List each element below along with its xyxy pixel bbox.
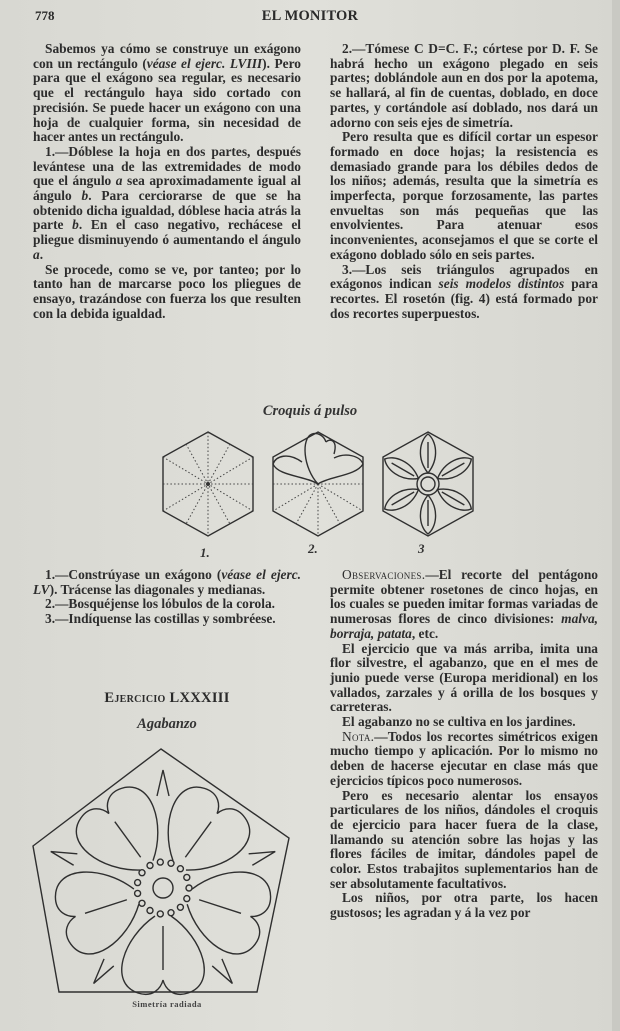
paragraph: El agabanzo no se cultiva en los jardines. <box>342 714 576 730</box>
petal-vein <box>85 900 127 914</box>
flower-center-inner <box>421 477 435 491</box>
pentagon-outline <box>33 749 289 992</box>
corolla-lobes <box>273 433 363 484</box>
sepal <box>249 846 277 865</box>
page-number: 778 <box>35 8 55 23</box>
stamen-dot <box>147 863 153 869</box>
paragraph-observations: Observaciones.—El recorte del pentágono permite obtener rosetones de cinco hojas, en los cuales se pueden imitar formas variadas de numerosas flores de cinco divisiones: malva, borraja, patata, etc. <box>330 567 598 641</box>
stamen-dot <box>168 860 174 866</box>
paragraph: Los niños, por otra parte, los hacen gustosos; les agradan y á la vez por <box>330 890 598 921</box>
stamen-dot <box>157 859 163 865</box>
stamen-dot <box>135 890 141 896</box>
paragraph: Se procede, como se ve, por tanteo; por lo tanto han de marcarse poco los pliegues de ensayo, trazándose con fuerza los que resulten con la debida igualdad. <box>33 261 301 321</box>
figure-label-1: 1. <box>200 545 210 560</box>
figure-caption: Croquis á pulso <box>262 403 358 419</box>
paragraph: 3.—Los seis triángulos agrupados en exágonos indican seis modelos distintos para recortes. El rosetón (fig. 4) está formado por dos recortes superpuestos. <box>330 261 598 321</box>
hexagon-figure-1 <box>158 428 258 540</box>
figure-label-2: 2. <box>308 541 318 556</box>
hexagon-figure-2 <box>268 428 368 540</box>
pentagon-flower-figure <box>37 746 297 998</box>
center-point <box>206 482 210 486</box>
exercise-title: Ejercicio LXXXIII <box>104 690 230 706</box>
left-column-top <box>33 42 301 321</box>
petal-vein <box>185 822 211 858</box>
right-column-bottom <box>330 568 598 921</box>
figure-caption-radial-symmetry: Simetría radiada <box>132 999 202 1009</box>
petal-vein <box>199 900 241 914</box>
stamen-dot <box>168 910 174 916</box>
stamen-dot <box>147 908 153 914</box>
step-2: 2.—Bosquéjense los lóbulos de la corola. <box>45 596 276 612</box>
stamen-dot <box>186 885 192 891</box>
stamen-dot <box>139 870 145 876</box>
page-header <box>0 8 620 28</box>
stamen-dot <box>139 900 145 906</box>
stamen-dot <box>177 866 183 872</box>
step-3: 3.—Indíquense las costillas y sombréese. <box>45 611 276 627</box>
stamen-dot <box>184 896 190 902</box>
paragraph: Sabemos ya cómo se construye un exágono con un rectángulo (véase el ejerc. LVIII). Pero para que el exágono sea regular, es necesario que el rectángulo haya sido cortado con precisión. Se puede hacer un exágono con una hoja de cualquier forma, sin necesidad de hacer antes un rectángulo. <box>33 41 301 145</box>
flower-center-outer <box>417 473 439 495</box>
running-title: EL MONITOR <box>261 8 359 24</box>
figure-label-3: 3 <box>418 541 425 556</box>
paragraph-note: Nota.—Todos los recortes simétricos exigen mucho tiempo y aplicación. Por lo mismo no deben de hacerse ejecutar en clase más que ejercicios típicos poco numerosos. <box>330 728 598 788</box>
page-edge <box>612 0 620 1031</box>
sepal <box>157 770 169 796</box>
sepal <box>49 846 77 865</box>
flower-petals <box>49 770 277 994</box>
hexagon-figure-3 <box>378 428 478 540</box>
stamen-dots <box>135 859 192 917</box>
stamen-dot <box>135 880 141 886</box>
paragraph: 2.—Tómese C D=C. F.; córtese por D. F. Se habrá hecho un exágono plegado en seis partes; doblándole aun en dos por la apotema, se hallará, al fin de cuentas, doblado, en doce partes, y cortándole así doblado, nos dará un adorno con seis ejes de simetría. <box>330 41 598 130</box>
paragraph: Pero resulta que es difícil cortar un espesor formado en doce hojas; la resistencia es demasiado grande para los débiles dedos de los niños; además, resulta que la simetría es imperfecta, porque forzosamente, las partes envueltas son más pequeñas que las envolvientes. Para atenuar esos inconvenientes, aconsejamos el que se corte el exágono doblado sólo en seis partes. <box>330 129 598 262</box>
flower-center <box>153 878 173 898</box>
stamen-dot <box>177 904 183 910</box>
guide-lines <box>273 484 363 536</box>
paragraph: Pero es necesario alentar los ensayos particulares de los niños, dándoles el croquis de ejercicio para hacer fuera de la clase, llamando su atención sobre las hojas y las flores fáciles de imitar, dándoles papel de color. Estos trabajitos suplementarios han de ser absolutamente facultativos. <box>330 787 598 891</box>
right-column-top <box>330 42 598 321</box>
stamen-dot <box>184 874 190 880</box>
step-1: 1.—Constrúyase un exágono (véase el ejerc. LV). Trácense las diagonales y medianas. <box>33 567 301 597</box>
paragraph: 1.—Dóblese la hoja en dos partes, después levántese una de las extremidades de modo que el ángulo a sea aproximadamente igual al ángulo b. Para cerciorarse de que se ha obtenido dicha igualdad, dóblese hacia atrás la parte b. En el caso negativo, rechácese el pliegue disminuyendo ó aumentando el ángulo a. <box>33 143 301 262</box>
paragraph: El ejercicio que va más arriba, imita una flor silvestre, el agabanzo, que en el mes de junio puede verse (Europa meridional) en los vallados, zarzales y á orilla de los bosques y carreteras. <box>330 640 598 715</box>
left-column-bottom <box>33 568 301 627</box>
sepal <box>212 959 237 987</box>
sepal <box>89 959 114 987</box>
flower-petals <box>381 434 475 534</box>
exercise-subtitle: Agabanzo <box>137 716 197 732</box>
stamen-dot <box>157 911 163 917</box>
petal-vein <box>115 822 141 858</box>
